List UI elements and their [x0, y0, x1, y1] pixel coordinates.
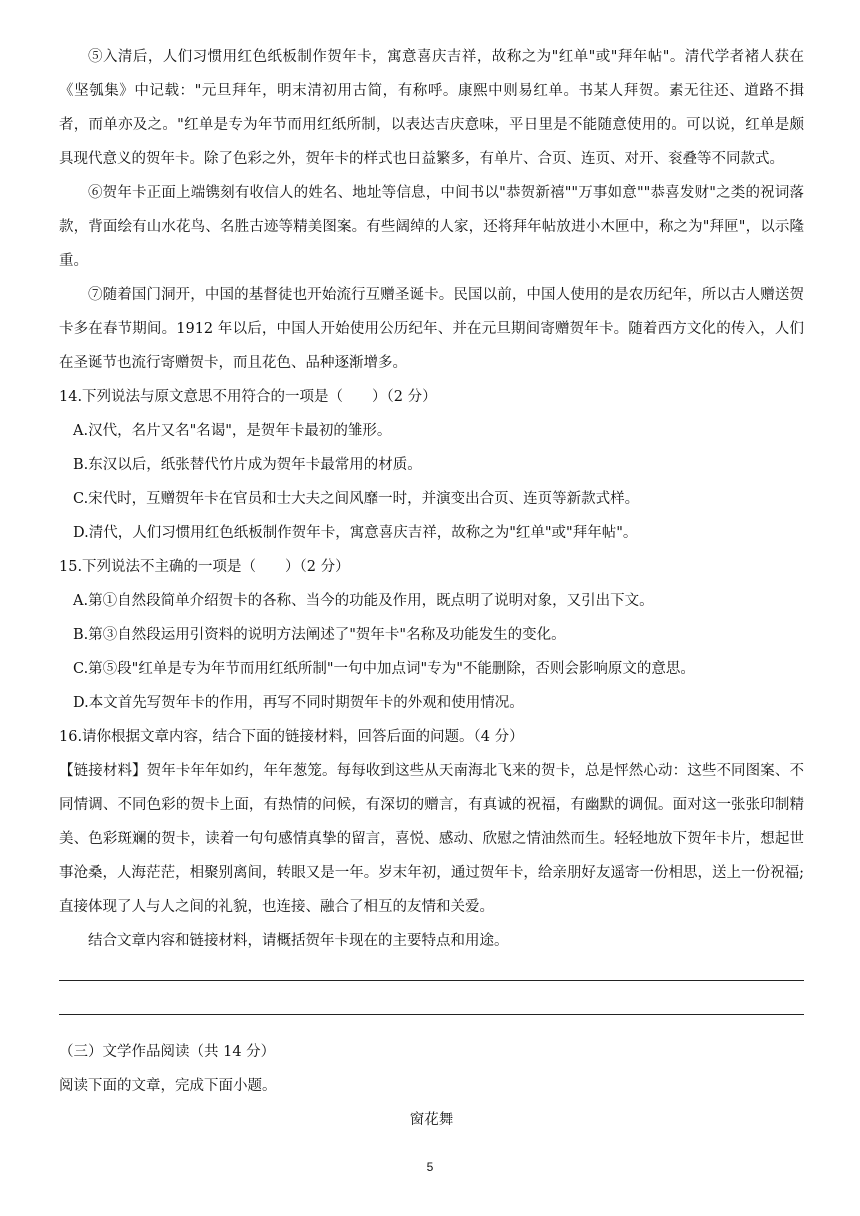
question-15-option-d: D.本文首先写贺年卡的作用，再写不同时期贺年卡的外观和使用情况。	[73, 695, 524, 711]
section-heading: （三）文学作品阅读（共 14 分）	[59, 1044, 276, 1060]
answer-line[interactable]	[59, 1014, 804, 1015]
question-14-option-b: B.东汉以后，纸张替代竹片成为贺年卡最常用的材质。	[73, 457, 422, 473]
question-16-stem: 16.请你根据文章内容，结合下面的链接材料，回答后面的问题。（4 分）	[59, 729, 524, 745]
question-15-option-a: A.第①自然段简单介绍贺卡的各称、当今的功能及作用，既点明了说明对象，又引出下文。	[73, 593, 654, 609]
paragraph-6: ⑥贺年卡正面上端镌刻有收信人的姓名、地址等信息，中间书以"恭贺新禧""万事如意""恭喜发财"之类的祝词落款，背面绘有山水花鸟、名胜古迹等精美图案。有些阔绰的人家，还将拜年帖放进小木匣中，称之为"拜匣"，以示隆重。	[59, 185, 804, 269]
page-content	[59, 40, 804, 1137]
page-number: 5	[426, 1160, 434, 1174]
section-instruction: 阅读下面的文章，完成下面小题。	[59, 1078, 277, 1094]
paragraph-7: ⑦随着国门洞开，中国的基督徒也开始流行互赠圣诞卡。民国以前，中国人使用的是农历纪年，所以古人赠送贺卡多在春节期间。1912 年以后，中国人开始使用公历纪年、并在元旦期间寄赠贺年卡。随着西方文化的传入，人们在圣诞节也流行寄赠贺卡，而且花色、品种逐渐增多。	[59, 287, 804, 371]
question-14-option-d: D.清代，人们习惯用红色纸板制作贺年卡，寓意喜庆吉祥，故称之为"红单"或"拜年帖"。	[73, 525, 638, 541]
question-15-option-c: C.第⑤段"红单是专为年节而用红纸所制"一句中加点词"专为"不能删除，否则会影响原文的意思。	[73, 661, 695, 677]
question-15-stem: 15.下列说法不主确的一项是（ ）（2 分）	[59, 559, 350, 575]
article-title: 窗花舞	[409, 1112, 454, 1128]
question-14-option-c: C.宋代时，互赠贺年卡在官员和士大夫之间风靡一时，并演变出合页、连页等新款式样。	[73, 491, 640, 507]
question-14-option-a: A.汉代，名片又名"名谒"，是贺年卡最初的雏形。	[73, 423, 392, 439]
answer-line[interactable]	[59, 980, 804, 981]
question-16-instruction: 结合文章内容和链接材料，请概括贺年卡现在的主要特点和用途。	[88, 933, 509, 949]
paragraph-5: ⑤入清后，人们习惯用红色纸板制作贺年卡，寓意喜庆吉祥，故称之为"红单"或"拜年帖"。清代学者褚人获在《坚瓠集》中记载："元旦拜年，明末清初用古简，有称呼。康熙中则易红单。书某人拜贺。素无往还、道路不揖者，而单亦及之。"红单是专为年节而用红纸所制，以表达吉庆意味，平日里是不能随意使用的。可以说，红单是颇具现代意义的贺年卡。除了色彩之外，贺年卡的样式也日益繁多，有单片、合页、连页、对开、衮叠等不同款式。	[59, 49, 804, 167]
question-14-stem: 14.下列说法与原文意思不用符合的一项是（ ）（2 分）	[59, 389, 437, 405]
question-15-option-b: B.第③自然段运用引资料的说明方法阐述了"贺年卡"名称及功能发生的变化。	[73, 627, 566, 643]
linked-material: 【链接材料】贺年卡年年如约，年年葱笼。每每收到这些从天南海北飞来的贺卡，总是怦然心动：这些不同图案、不同情调、不同色彩的贺卡上面，有热情的问候，有深切的赠言，有真诚的祝福，有幽默的调侃。面对这一张张印制精美、色彩斑斓的贺卡，读着一句句感情真挚的留言，喜悦、感动、欣慰之情油然而生。轻轻地放下贺年卡片，想起世事沧桑，人海茫茫，相聚别离间，转眼又是一年。岁末年初，通过贺年卡，给亲朋好友遥寄一份相思，送上一份祝福;直接体现了人与人之间的礼貌，也连接、融合了相互的友情和关爱。	[59, 763, 804, 915]
